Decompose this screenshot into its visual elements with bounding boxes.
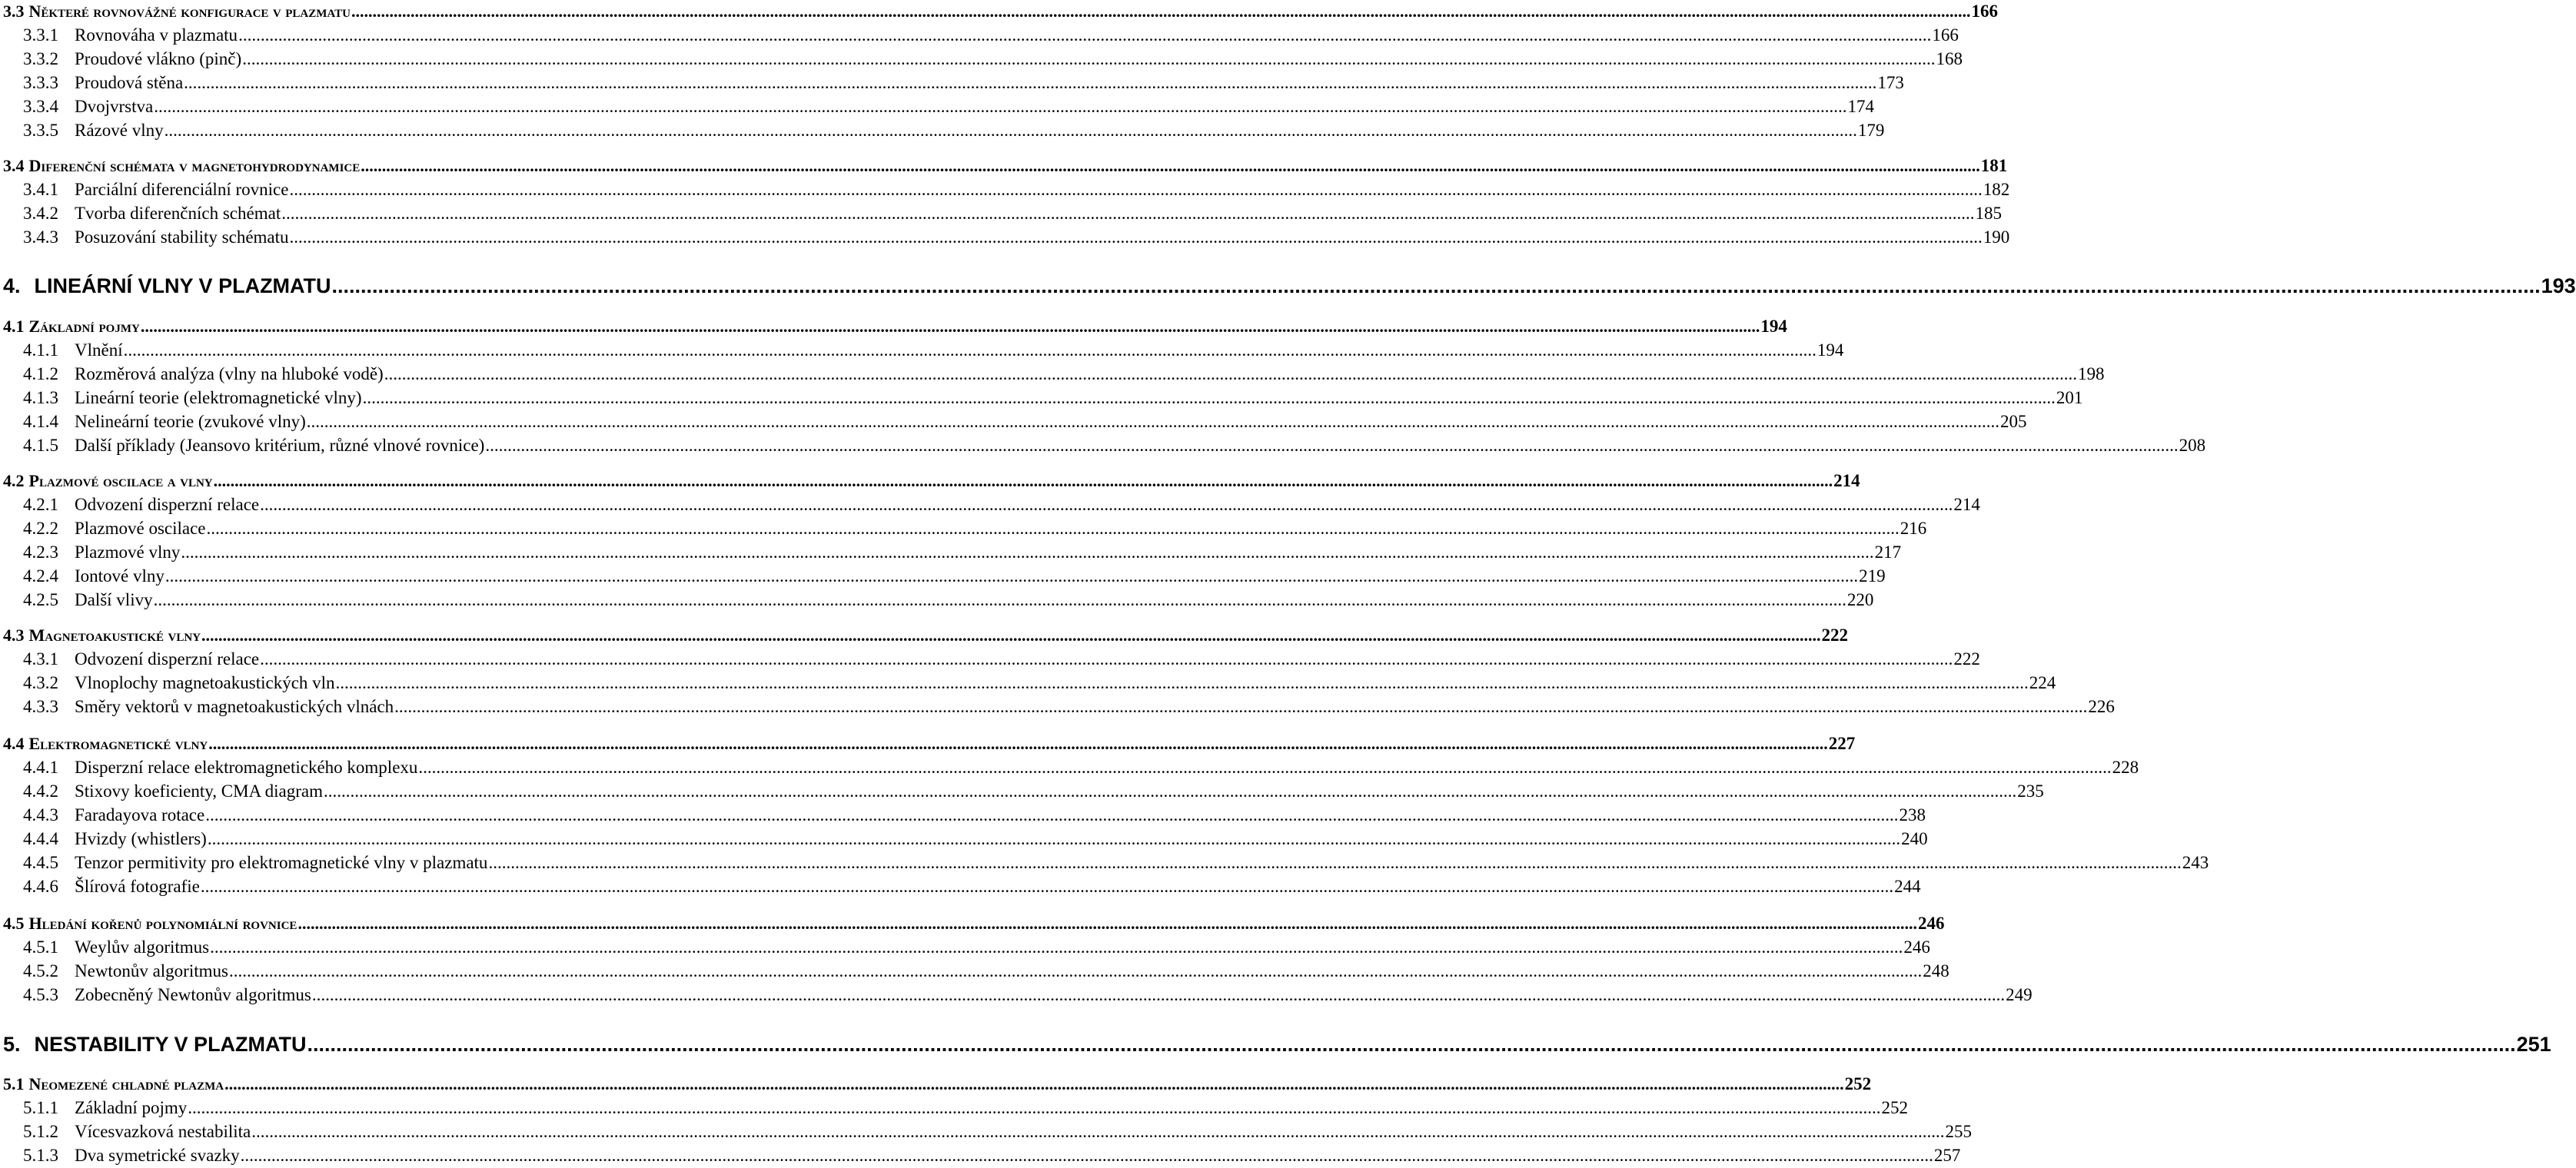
toc-entry-title: Další vlivy (75, 590, 153, 609)
toc-entry-page: 166 (1971, 2, 1998, 21)
toc-dot-leader (307, 412, 1999, 432)
toc-entry-number: 4.2.5 (23, 590, 58, 609)
toc-entry[interactable] (3, 853, 2209, 873)
toc-entry-title: LINEÁRNÍ VLNY V PLAZMATU (34, 274, 331, 297)
toc-entry-number: 3.3.5 (23, 121, 58, 140)
toc-dot-leader (312, 985, 2005, 1005)
toc-entry-number: 3.3 (3, 2, 25, 21)
toc-dot-leader (297, 914, 1917, 934)
toc-dot-leader (141, 317, 1760, 337)
toc-entry-title: Některé rovnovážné konfigurace v plazmatu (28, 2, 351, 21)
toc-dot-leader (324, 781, 2016, 801)
toc-entry-page: 173 (1877, 73, 1904, 92)
toc-entry-title: Nelineární teorie (zvukové vlny) (75, 412, 306, 431)
toc-dot-leader (361, 156, 1980, 176)
toc-entry-number: 3.4.2 (23, 204, 58, 223)
toc-entry-title: Základní pojmy (28, 317, 140, 336)
toc-entry-number: 4.2 (3, 471, 25, 490)
toc-entry-page: 255 (1945, 1122, 1973, 1141)
toc-entry[interactable] (3, 274, 2576, 298)
toc-dot-leader (229, 961, 1922, 981)
toc-dot-leader (485, 436, 2178, 456)
toc-entry[interactable] (3, 781, 2044, 801)
toc-entry-title: Newtonův algoritmus (75, 961, 228, 981)
toc-entry-number: 4.5.3 (23, 985, 58, 1004)
toc-entry[interactable] (3, 673, 2056, 693)
toc-entry[interactable] (3, 625, 1849, 645)
toc-dot-leader (336, 673, 2029, 693)
toc-entry[interactable] (3, 1122, 1973, 1142)
toc-entry-page: 214 (1953, 495, 1980, 514)
toc-entry-title: Dva symetrické svazky (75, 1146, 240, 1165)
toc-entry-number: 4.2.4 (23, 566, 58, 586)
toc-entry-title: Šlírová fotografie (75, 877, 200, 896)
toc-entry-page: 228 (2112, 758, 2139, 777)
toc-entry-title: Magnetoakustické vlny (28, 625, 201, 645)
toc-entry-page: 249 (2006, 985, 2033, 1004)
toc-entry-title: Odvození disperzní relace (75, 649, 260, 669)
toc-entry-title: Základní pojmy (75, 1098, 188, 1117)
toc-entry-number: 4. (3, 274, 21, 297)
toc-entry-number: 3.4.3 (23, 227, 58, 247)
toc-entry-number: 4.4.4 (23, 829, 58, 848)
toc-dot-leader (224, 1074, 1844, 1094)
toc-entry-page: 257 (1933, 1146, 1961, 1165)
toc-dot-leader (418, 758, 2111, 778)
toc-entry[interactable] (3, 590, 1874, 610)
toc-entry-number: 5.1.3 (23, 1146, 58, 1165)
toc-entry-title: Hledání kořenů polynomiální rovnice (28, 914, 297, 933)
toc-entry-number: 4.4.6 (23, 877, 58, 896)
toc-entry-title: Posuzování stability schématu (75, 227, 289, 247)
toc-entry-page: 193 (2541, 274, 2576, 297)
toc-dot-leader (238, 25, 1931, 45)
toc-entry-title: NESTABILITY V PLAZMATU (34, 1033, 307, 1056)
toc-dot-leader (214, 471, 1833, 491)
toc-entry-number: 4.1.2 (23, 364, 58, 383)
toc-entry-page: 168 (1936, 49, 1963, 68)
toc-entry-title: Směry vektorů v magnetoakustických vlnách (75, 697, 394, 716)
toc-entry[interactable] (3, 364, 2105, 384)
toc-entry-title: Hvizdy (whistlers) (75, 829, 207, 848)
toc-entry-number: 4.5.2 (23, 961, 58, 981)
toc-entry-page: 216 (1900, 519, 1927, 538)
toc-entry-page: 252 (1844, 1074, 1872, 1093)
toc-entry-page: 217 (1874, 543, 1902, 562)
toc-entry-page: 248 (1923, 961, 1949, 981)
toc-entry[interactable] (3, 204, 2002, 224)
toc-entry[interactable] (3, 412, 2027, 432)
toc-entry-number: 3.3.4 (23, 97, 58, 116)
toc-entry-title: Vlnění (75, 340, 123, 360)
toc-entry-title: Rázové vlny (75, 121, 164, 140)
toc-entry-page: 227 (1828, 734, 1856, 753)
toc-entry[interactable] (3, 937, 1930, 957)
toc-entry[interactable] (3, 388, 2083, 408)
toc-dot-leader (281, 204, 1974, 224)
toc-entry[interactable] (3, 566, 1886, 586)
toc-entry-number: 5.1.2 (23, 1122, 58, 1141)
toc-entry-number: 4.5.1 (23, 937, 58, 957)
toc-entry-page: 181 (1980, 156, 2008, 175)
toc-entry[interactable] (3, 734, 1856, 754)
toc-entry-number: 3.4.1 (23, 180, 58, 199)
toc-entry[interactable] (3, 985, 2033, 1005)
toc-entry[interactable] (3, 97, 1874, 117)
toc-entry[interactable] (3, 543, 1902, 562)
toc-entry-number: 4.2.2 (23, 519, 58, 538)
toc-entry-page: 205 (2000, 412, 2027, 431)
toc-entry-number: 4.1.3 (23, 388, 58, 407)
toc-entry-number: 4.4.1 (23, 758, 58, 777)
toc-entry-page: 246 (1903, 937, 1930, 957)
toc-dot-leader (242, 49, 1935, 69)
toc-entry-number: 4.3.2 (23, 673, 58, 692)
toc-dot-leader (332, 274, 2541, 298)
toc-entry-page: 222 (1821, 625, 1849, 645)
toc-dot-leader (260, 649, 1953, 669)
toc-entry-page: 224 (2029, 673, 2056, 692)
toc-dot-leader (154, 590, 1846, 610)
toc-entry-number: 4.4.3 (23, 805, 58, 825)
toc-entry-page: 246 (1917, 914, 1945, 933)
toc-dot-leader (394, 697, 2087, 717)
toc-entry-number: 4.1.1 (23, 340, 58, 360)
toc-entry-number: 4.5 (3, 914, 25, 933)
toc-entry-title: Disperzní relace elektromagnetického komplexu (75, 758, 418, 777)
toc-entry-title: Elektromagnetické vlny (28, 734, 208, 753)
toc-entry-page: 226 (2088, 697, 2115, 716)
toc-dot-leader (351, 2, 1971, 22)
toc-entry-title: Weylův algoritmus (75, 937, 210, 957)
toc-entry-page: 219 (1859, 566, 1886, 586)
toc-entry[interactable] (3, 495, 1980, 515)
toc-dot-leader (290, 227, 1983, 247)
toc-entry-title: Parciální diferenciální rovnice (75, 180, 289, 199)
toc-entry-number: 3.3.1 (23, 25, 58, 45)
toc-entry-page: 185 (1975, 204, 2002, 223)
toc-entry-title: Diferenční schémata v magnetohydrodynamice (28, 156, 361, 175)
toc-dot-leader (181, 543, 1873, 562)
toc-dot-leader (201, 877, 1893, 897)
toc-entry-page: 252 (1881, 1098, 1909, 1117)
toc-entry[interactable] (3, 340, 1844, 360)
toc-entry-title: Plazmové oscilace a vlny (28, 471, 213, 490)
toc-entry-number: 3.4 (3, 156, 25, 175)
toc-entry-number: 4.2.3 (23, 543, 58, 562)
toc-entry-number: 4.1.4 (23, 412, 58, 431)
toc-dot-leader (154, 97, 1846, 117)
toc-entry-number: 4.2.1 (23, 495, 58, 514)
toc-entry[interactable] (3, 877, 1921, 897)
toc-entry-page: 240 (1901, 829, 1928, 848)
toc-entry-number: 3.3.3 (23, 73, 58, 92)
toc-entry-title: Rovnováha v plazmatu (75, 25, 238, 45)
toc-entry-title: Proudové vlákno (pinč) (75, 49, 242, 68)
toc-entry-number: 4.3.1 (23, 649, 58, 669)
toc-entry-title: Proudová stěna (75, 73, 184, 92)
toc-dot-leader (165, 566, 1858, 586)
toc-dot-leader (488, 853, 2181, 873)
toc-entry-title: Plazmové oscilace (75, 519, 206, 538)
toc-entry[interactable] (3, 519, 1927, 539)
toc-entry-page: 166 (1932, 25, 1959, 45)
toc-dot-leader (210, 937, 1903, 957)
toc-entry-title: Rozměrová analýza (vlny na hluboké vodě) (75, 364, 384, 383)
toc-entry-number: 4.1 (3, 317, 25, 336)
toc-entry-title: Lineární teorie (elektromagnetické vlny) (75, 388, 362, 407)
toc-dot-leader (201, 625, 1821, 645)
toc-entry-page: 194 (1760, 317, 1787, 336)
toc-entry-page: 235 (2017, 781, 2044, 801)
toc-entry[interactable] (3, 829, 1928, 849)
toc-entry-title: Tvorba diferenčních schémat (75, 204, 281, 223)
toc-entry-page: 198 (2077, 364, 2105, 383)
toc-entry-page: 222 (1953, 649, 1980, 669)
toc-entry[interactable] (3, 73, 1904, 93)
toc-dot-leader (188, 1098, 1880, 1118)
toc-entry[interactable] (3, 1033, 2551, 1057)
toc-entry[interactable] (3, 156, 2008, 176)
toc-entry-number: 5.1 (3, 1074, 25, 1093)
toc-entry-page: 179 (1857, 121, 1885, 140)
toc-entry-page: 182 (1983, 180, 2010, 199)
toc-entry-title: Další příklady (Jeansovo kritérium, různé vlnové rovnice) (75, 436, 485, 455)
toc-dot-leader (205, 805, 1898, 825)
toc-entry-title: Tenzor permitivity pro elektromagnetické vlny v plazmatu (75, 853, 488, 872)
toc-entry-number: 5.1.1 (23, 1098, 58, 1117)
toc-dot-leader (241, 1146, 1933, 1166)
toc-entry[interactable] (3, 227, 2010, 247)
toc-entry[interactable] (3, 180, 2010, 200)
toc-dot-leader (289, 180, 1982, 200)
toc-dot-leader (384, 364, 2077, 384)
toc-dot-leader (165, 121, 1857, 141)
toc-entry-page: 243 (2182, 853, 2209, 872)
toc-entry[interactable] (3, 471, 1860, 491)
toc-entry[interactable] (3, 961, 1949, 981)
toc-entry[interactable] (3, 805, 1926, 825)
toc-entry-title: Iontové vlny (75, 566, 165, 586)
toc-dot-leader (307, 1033, 2516, 1057)
toc-dot-leader (208, 734, 1828, 754)
toc-entry-number: 4.4.2 (23, 781, 58, 801)
toc-entry-page: 251 (2516, 1033, 2551, 1056)
toc-entry-page: 214 (1833, 471, 1860, 490)
toc-entry[interactable] (3, 1146, 1961, 1166)
toc-entry-title: Dvojvrstva (75, 97, 154, 116)
toc-entry-page: 238 (1899, 805, 1926, 825)
toc-entry[interactable] (3, 317, 1787, 337)
toc-entry[interactable] (3, 121, 1885, 141)
toc-dot-leader (251, 1122, 1944, 1142)
toc-entry-number: 5. (3, 1033, 21, 1056)
toc-entry-number: 4.4.5 (23, 853, 58, 872)
toc-entry-number: 4.3.3 (23, 697, 58, 716)
toc-entry[interactable] (3, 914, 1945, 934)
toc-dot-leader (124, 340, 1816, 360)
toc-entry-page: 190 (1983, 227, 2010, 247)
toc-entry-page: 174 (1847, 97, 1874, 116)
toc-entry[interactable] (3, 2, 1998, 22)
toc-entry-title: Plazmové vlny (75, 543, 181, 562)
toc-entry-page: 220 (1846, 590, 1874, 609)
toc-dot-leader (207, 519, 1900, 539)
toc-dot-leader (184, 73, 1876, 93)
toc-entry[interactable] (3, 758, 2139, 778)
toc-dot-leader (363, 388, 2056, 408)
toc-entry-title: Faradayova rotace (75, 805, 205, 825)
toc-entry-page: 208 (2179, 436, 2206, 455)
toc-entry[interactable] (3, 697, 2115, 717)
toc-entry[interactable] (3, 49, 1963, 69)
toc-entry-number: 4.1.5 (23, 436, 58, 455)
toc-entry-page: 244 (1894, 877, 1921, 896)
toc-dot-leader (260, 495, 1953, 515)
toc-entry-number: 4.4 (3, 734, 25, 753)
toc-dot-leader (208, 829, 1900, 849)
toc-entry[interactable] (3, 436, 2206, 456)
toc-entry-title: Odvození disperzní relace (75, 495, 260, 514)
toc-entry-page: 194 (1816, 340, 1844, 360)
toc-entry-page: 201 (2056, 388, 2083, 407)
toc-entry-number: 3.3.2 (23, 49, 58, 68)
toc-entry-title: Vícesvazková nestabilita (75, 1122, 251, 1141)
toc-entry-number: 4.3 (3, 625, 25, 645)
toc-entry-title: Stixovy koeficienty, CMA diagram (75, 781, 324, 801)
toc-entry[interactable] (3, 1098, 1909, 1118)
toc-entry[interactable] (3, 25, 1959, 45)
toc-entry[interactable] (3, 649, 1980, 669)
toc-entry-title: Zobecněný Newtonův algoritmus (75, 985, 311, 1004)
toc-entry-title: Neomezené chladné plazma (28, 1074, 224, 1093)
toc-entry-title: Vlnoplochy magnetoakustických vln (75, 673, 335, 692)
toc-entry[interactable] (3, 1074, 1872, 1094)
